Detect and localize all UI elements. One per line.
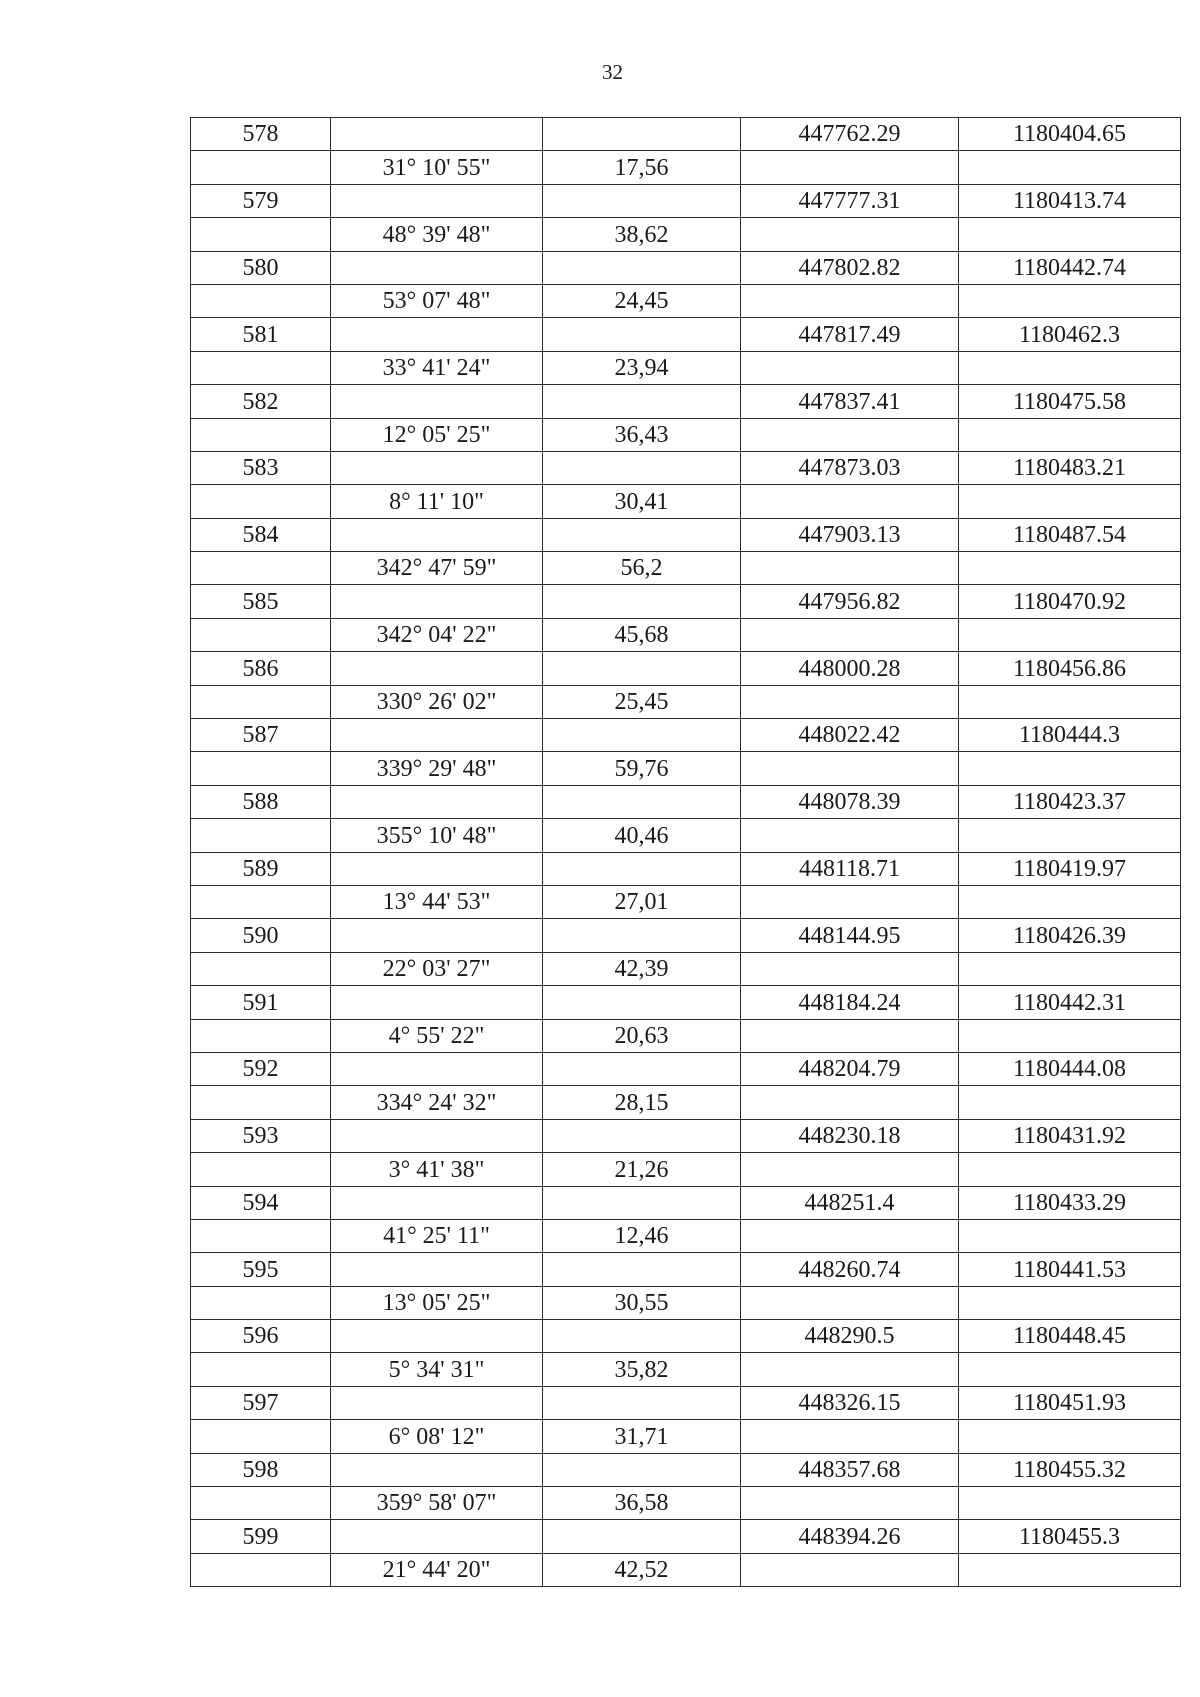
bearing-angle-cell	[331, 986, 543, 1019]
x-coordinate-cell: 448357.68	[741, 1453, 959, 1486]
point-number-cell	[191, 1019, 331, 1052]
y-coordinate-cell: 1180470.92	[959, 585, 1181, 618]
bearing-angle-cell	[331, 1386, 543, 1419]
distance-cell: 25,45	[543, 685, 741, 718]
y-coordinate-cell	[959, 1019, 1181, 1052]
bearing-angle-cell	[331, 1119, 543, 1152]
bearing-angle-cell: 13° 44' 53"	[331, 885, 543, 918]
bearing-angle-cell	[331, 118, 543, 151]
y-coordinate-cell: 1180419.97	[959, 852, 1181, 885]
x-coordinate-cell	[741, 1420, 959, 1453]
point-number-cell: 579	[191, 184, 331, 217]
bearing-angle-cell: 41° 25' 11"	[331, 1219, 543, 1252]
point-number-cell	[191, 952, 331, 985]
page-number: 32	[602, 60, 623, 84]
segment-row	[191, 618, 1181, 651]
point-number-cell	[191, 1487, 331, 1520]
distance-cell	[543, 518, 741, 551]
point-number-cell: 589	[191, 852, 331, 885]
distance-cell: 21,26	[543, 1153, 741, 1186]
y-coordinate-cell	[959, 618, 1181, 651]
distance-cell	[543, 585, 741, 618]
distance-cell: 12,46	[543, 1219, 741, 1252]
bearing-angle-cell	[331, 1320, 543, 1353]
y-coordinate-cell	[959, 1487, 1181, 1520]
distance-cell: 36,43	[543, 418, 741, 451]
point-row	[191, 451, 1181, 484]
y-coordinate-cell: 1180442.31	[959, 986, 1181, 1019]
point-number-cell: 580	[191, 251, 331, 284]
distance-cell	[543, 1453, 741, 1486]
x-coordinate-cell: 448000.28	[741, 652, 959, 685]
point-row	[191, 1386, 1181, 1419]
bearing-angle-cell	[331, 385, 543, 418]
y-coordinate-cell: 1180462.3	[959, 318, 1181, 351]
point-number-cell: 581	[191, 318, 331, 351]
point-number-cell: 585	[191, 585, 331, 618]
point-row	[191, 118, 1181, 151]
distance-cell: 38,62	[543, 218, 741, 251]
bearing-angle-cell: 334° 24' 32"	[331, 1086, 543, 1119]
bearing-angle-cell: 31° 10' 55"	[331, 151, 543, 184]
segment-row	[191, 819, 1181, 852]
point-row	[191, 652, 1181, 685]
distance-cell: 28,15	[543, 1086, 741, 1119]
bearing-angle-cell: 13° 05' 25"	[331, 1286, 543, 1319]
distance-cell	[543, 1386, 741, 1419]
point-number-cell: 596	[191, 1320, 331, 1353]
segment-row	[191, 1019, 1181, 1052]
point-row	[191, 251, 1181, 284]
point-number-cell: 583	[191, 451, 331, 484]
bearing-angle-cell	[331, 1453, 543, 1486]
x-coordinate-cell: 447903.13	[741, 518, 959, 551]
x-coordinate-cell	[741, 1153, 959, 1186]
point-number-cell	[191, 1286, 331, 1319]
y-coordinate-cell: 1180451.93	[959, 1386, 1181, 1419]
segment-row	[191, 952, 1181, 985]
point-number-cell: 597	[191, 1386, 331, 1419]
point-number-cell	[191, 1153, 331, 1186]
x-coordinate-cell	[741, 685, 959, 718]
point-number-cell	[191, 885, 331, 918]
y-coordinate-cell	[959, 485, 1181, 518]
y-coordinate-cell: 1180404.65	[959, 118, 1181, 151]
point-number-cell: 582	[191, 385, 331, 418]
x-coordinate-cell	[741, 819, 959, 852]
distance-cell	[543, 785, 741, 818]
point-number-cell: 588	[191, 785, 331, 818]
y-coordinate-cell: 1180444.3	[959, 719, 1181, 752]
y-coordinate-cell	[959, 552, 1181, 585]
x-coordinate-cell	[741, 218, 959, 251]
x-coordinate-cell	[741, 1553, 959, 1586]
x-coordinate-cell: 447956.82	[741, 585, 959, 618]
point-row	[191, 785, 1181, 818]
x-coordinate-cell	[741, 418, 959, 451]
x-coordinate-cell: 448290.5	[741, 1320, 959, 1353]
distance-cell: 23,94	[543, 351, 741, 384]
y-coordinate-cell	[959, 752, 1181, 785]
point-row	[191, 1320, 1181, 1353]
distance-cell: 30,41	[543, 485, 741, 518]
bearing-angle-cell	[331, 518, 543, 551]
distance-cell: 59,76	[543, 752, 741, 785]
segment-row	[191, 1286, 1181, 1319]
y-coordinate-cell	[959, 885, 1181, 918]
bearing-angle-cell: 3° 41' 38"	[331, 1153, 543, 1186]
y-coordinate-cell: 1180456.86	[959, 652, 1181, 685]
segment-row	[191, 218, 1181, 251]
bearing-angle-cell	[331, 719, 543, 752]
point-number-cell	[191, 1086, 331, 1119]
bearing-angle-cell	[331, 852, 543, 885]
point-number-cell: 594	[191, 1186, 331, 1219]
y-coordinate-cell: 1180448.45	[959, 1320, 1181, 1353]
distance-cell: 24,45	[543, 284, 741, 317]
x-coordinate-cell: 447762.29	[741, 118, 959, 151]
x-coordinate-cell	[741, 952, 959, 985]
distance-cell	[543, 986, 741, 1019]
distance-cell	[543, 919, 741, 952]
point-number-cell	[191, 1553, 331, 1586]
bearing-angle-cell: 359° 58' 07"	[331, 1487, 543, 1520]
segment-row	[191, 1420, 1181, 1453]
segment-row	[191, 1219, 1181, 1252]
y-coordinate-cell	[959, 284, 1181, 317]
bearing-angle-cell	[331, 652, 543, 685]
point-row	[191, 1052, 1181, 1085]
x-coordinate-cell: 447873.03	[741, 451, 959, 484]
point-number-cell	[191, 1219, 331, 1252]
x-coordinate-cell	[741, 1019, 959, 1052]
y-coordinate-cell: 1180423.37	[959, 785, 1181, 818]
y-coordinate-cell: 1180431.92	[959, 1119, 1181, 1152]
y-coordinate-cell	[959, 418, 1181, 451]
bearing-angle-cell	[331, 1186, 543, 1219]
bearing-angle-cell: 6° 08' 12"	[331, 1420, 543, 1453]
point-number-cell: 586	[191, 652, 331, 685]
x-coordinate-cell: 448230.18	[741, 1119, 959, 1152]
y-coordinate-cell: 1180426.39	[959, 919, 1181, 952]
distance-cell: 42,52	[543, 1553, 741, 1586]
x-coordinate-cell	[741, 1353, 959, 1386]
x-coordinate-cell	[741, 552, 959, 585]
x-coordinate-cell: 448118.71	[741, 852, 959, 885]
x-coordinate-cell: 448204.79	[741, 1052, 959, 1085]
distance-cell	[543, 184, 741, 217]
point-row	[191, 385, 1181, 418]
bearing-angle-cell: 21° 44' 20"	[331, 1553, 543, 1586]
point-number-cell	[191, 552, 331, 585]
point-number-cell	[191, 418, 331, 451]
coordinates-table-body	[191, 118, 1181, 1587]
y-coordinate-cell: 1180455.3	[959, 1520, 1181, 1553]
y-coordinate-cell	[959, 1353, 1181, 1386]
bearing-angle-cell: 342° 47' 59"	[331, 552, 543, 585]
bearing-angle-cell: 4° 55' 22"	[331, 1019, 543, 1052]
y-coordinate-cell: 1180483.21	[959, 451, 1181, 484]
segment-row	[191, 1553, 1181, 1586]
segment-row	[191, 1353, 1181, 1386]
distance-cell	[543, 1520, 741, 1553]
x-coordinate-cell: 448251.4	[741, 1186, 959, 1219]
bearing-angle-cell: 355° 10' 48"	[331, 819, 543, 852]
distance-cell	[543, 1320, 741, 1353]
coordinates-table	[190, 117, 1181, 1587]
distance-cell: 35,82	[543, 1353, 741, 1386]
point-row	[191, 1520, 1181, 1553]
point-number-cell	[191, 819, 331, 852]
x-coordinate-cell: 447802.82	[741, 251, 959, 284]
point-number-cell	[191, 351, 331, 384]
distance-cell	[543, 451, 741, 484]
point-row	[191, 518, 1181, 551]
x-coordinate-cell: 448394.26	[741, 1520, 959, 1553]
distance-cell: 45,68	[543, 618, 741, 651]
point-row	[191, 1253, 1181, 1286]
bearing-angle-cell	[331, 184, 543, 217]
bearing-angle-cell: 53° 07' 48"	[331, 284, 543, 317]
point-number-cell	[191, 218, 331, 251]
segment-row	[191, 151, 1181, 184]
point-row	[191, 318, 1181, 351]
point-number-cell	[191, 151, 331, 184]
x-coordinate-cell	[741, 151, 959, 184]
x-coordinate-cell: 447817.49	[741, 318, 959, 351]
y-coordinate-cell	[959, 1553, 1181, 1586]
bearing-angle-cell: 48° 39' 48"	[331, 218, 543, 251]
y-coordinate-cell: 1180413.74	[959, 184, 1181, 217]
bearing-angle-cell	[331, 1520, 543, 1553]
bearing-angle-cell: 8° 11' 10"	[331, 485, 543, 518]
distance-cell	[543, 251, 741, 284]
distance-cell	[543, 1052, 741, 1085]
distance-cell: 56,2	[543, 552, 741, 585]
x-coordinate-cell: 448326.15	[741, 1386, 959, 1419]
point-number-cell: 584	[191, 518, 331, 551]
point-row	[191, 986, 1181, 1019]
segment-row	[191, 418, 1181, 451]
y-coordinate-cell	[959, 685, 1181, 718]
point-row	[191, 852, 1181, 885]
point-row	[191, 1453, 1181, 1486]
x-coordinate-cell: 448078.39	[741, 785, 959, 818]
distance-cell	[543, 1253, 741, 1286]
x-coordinate-cell	[741, 351, 959, 384]
x-coordinate-cell	[741, 1286, 959, 1319]
x-coordinate-cell	[741, 752, 959, 785]
bearing-angle-cell: 12° 05' 25"	[331, 418, 543, 451]
y-coordinate-cell	[959, 819, 1181, 852]
segment-row	[191, 485, 1181, 518]
point-number-cell: 595	[191, 1253, 331, 1286]
segment-row	[191, 1487, 1181, 1520]
bearing-angle-cell	[331, 318, 543, 351]
bearing-angle-cell: 33° 41' 24"	[331, 351, 543, 384]
distance-cell: 20,63	[543, 1019, 741, 1052]
bearing-angle-cell	[331, 251, 543, 284]
x-coordinate-cell	[741, 284, 959, 317]
y-coordinate-cell: 1180475.58	[959, 385, 1181, 418]
bearing-angle-cell: 342° 04' 22"	[331, 618, 543, 651]
segment-row	[191, 752, 1181, 785]
point-row	[191, 585, 1181, 618]
y-coordinate-cell: 1180455.32	[959, 1453, 1181, 1486]
segment-row	[191, 885, 1181, 918]
y-coordinate-cell	[959, 1153, 1181, 1186]
point-number-cell: 598	[191, 1453, 331, 1486]
distance-cell	[543, 1119, 741, 1152]
bearing-angle-cell	[331, 919, 543, 952]
x-coordinate-cell: 448260.74	[741, 1253, 959, 1286]
segment-row	[191, 351, 1181, 384]
x-coordinate-cell: 448144.95	[741, 919, 959, 952]
point-row	[191, 1186, 1181, 1219]
x-coordinate-cell	[741, 885, 959, 918]
bearing-angle-cell	[331, 585, 543, 618]
x-coordinate-cell	[741, 618, 959, 651]
point-number-cell	[191, 1420, 331, 1453]
distance-cell	[543, 1186, 741, 1219]
distance-cell: 42,39	[543, 952, 741, 985]
point-number-cell: 599	[191, 1520, 331, 1553]
y-coordinate-cell	[959, 1219, 1181, 1252]
point-row	[191, 919, 1181, 952]
distance-cell: 17,56	[543, 151, 741, 184]
distance-cell	[543, 852, 741, 885]
segment-row	[191, 685, 1181, 718]
point-number-cell	[191, 752, 331, 785]
y-coordinate-cell: 1180433.29	[959, 1186, 1181, 1219]
distance-cell: 27,01	[543, 885, 741, 918]
y-coordinate-cell: 1180444.08	[959, 1052, 1181, 1085]
x-coordinate-cell: 448184.24	[741, 986, 959, 1019]
y-coordinate-cell	[959, 218, 1181, 251]
point-number-cell	[191, 1353, 331, 1386]
bearing-angle-cell: 339° 29' 48"	[331, 752, 543, 785]
y-coordinate-cell	[959, 952, 1181, 985]
bearing-angle-cell	[331, 1052, 543, 1085]
x-coordinate-cell	[741, 1487, 959, 1520]
point-number-cell: 591	[191, 986, 331, 1019]
y-coordinate-cell: 1180441.53	[959, 1253, 1181, 1286]
point-number-cell	[191, 618, 331, 651]
y-coordinate-cell	[959, 1420, 1181, 1453]
bearing-angle-cell: 22° 03' 27"	[331, 952, 543, 985]
point-number-cell: 587	[191, 719, 331, 752]
distance-cell: 36,58	[543, 1487, 741, 1520]
bearing-angle-cell	[331, 785, 543, 818]
point-number-cell: 593	[191, 1119, 331, 1152]
distance-cell	[543, 385, 741, 418]
y-coordinate-cell: 1180487.54	[959, 518, 1181, 551]
point-number-cell	[191, 485, 331, 518]
point-number-cell: 590	[191, 919, 331, 952]
x-coordinate-cell	[741, 1219, 959, 1252]
bearing-angle-cell	[331, 1253, 543, 1286]
point-number-cell	[191, 685, 331, 718]
distance-cell: 31,71	[543, 1420, 741, 1453]
x-coordinate-cell: 447837.41	[741, 385, 959, 418]
distance-cell	[543, 652, 741, 685]
segment-row	[191, 1086, 1181, 1119]
y-coordinate-cell	[959, 151, 1181, 184]
distance-cell: 30,55	[543, 1286, 741, 1319]
distance-cell	[543, 318, 741, 351]
point-row	[191, 719, 1181, 752]
distance-cell: 40,46	[543, 819, 741, 852]
x-coordinate-cell	[741, 1086, 959, 1119]
bearing-angle-cell	[331, 451, 543, 484]
x-coordinate-cell: 448022.42	[741, 719, 959, 752]
bearing-angle-cell: 5° 34' 31"	[331, 1353, 543, 1386]
x-coordinate-cell	[741, 485, 959, 518]
distance-cell	[543, 118, 741, 151]
point-number-cell: 592	[191, 1052, 331, 1085]
segment-row	[191, 552, 1181, 585]
bearing-angle-cell: 330° 26' 02"	[331, 685, 543, 718]
distance-cell	[543, 719, 741, 752]
y-coordinate-cell: 1180442.74	[959, 251, 1181, 284]
y-coordinate-cell	[959, 1086, 1181, 1119]
segment-row	[191, 284, 1181, 317]
segment-row	[191, 1153, 1181, 1186]
point-row	[191, 184, 1181, 217]
x-coordinate-cell: 447777.31	[741, 184, 959, 217]
y-coordinate-cell	[959, 1286, 1181, 1319]
point-number-cell: 578	[191, 118, 331, 151]
point-number-cell	[191, 284, 331, 317]
point-row	[191, 1119, 1181, 1152]
y-coordinate-cell	[959, 351, 1181, 384]
